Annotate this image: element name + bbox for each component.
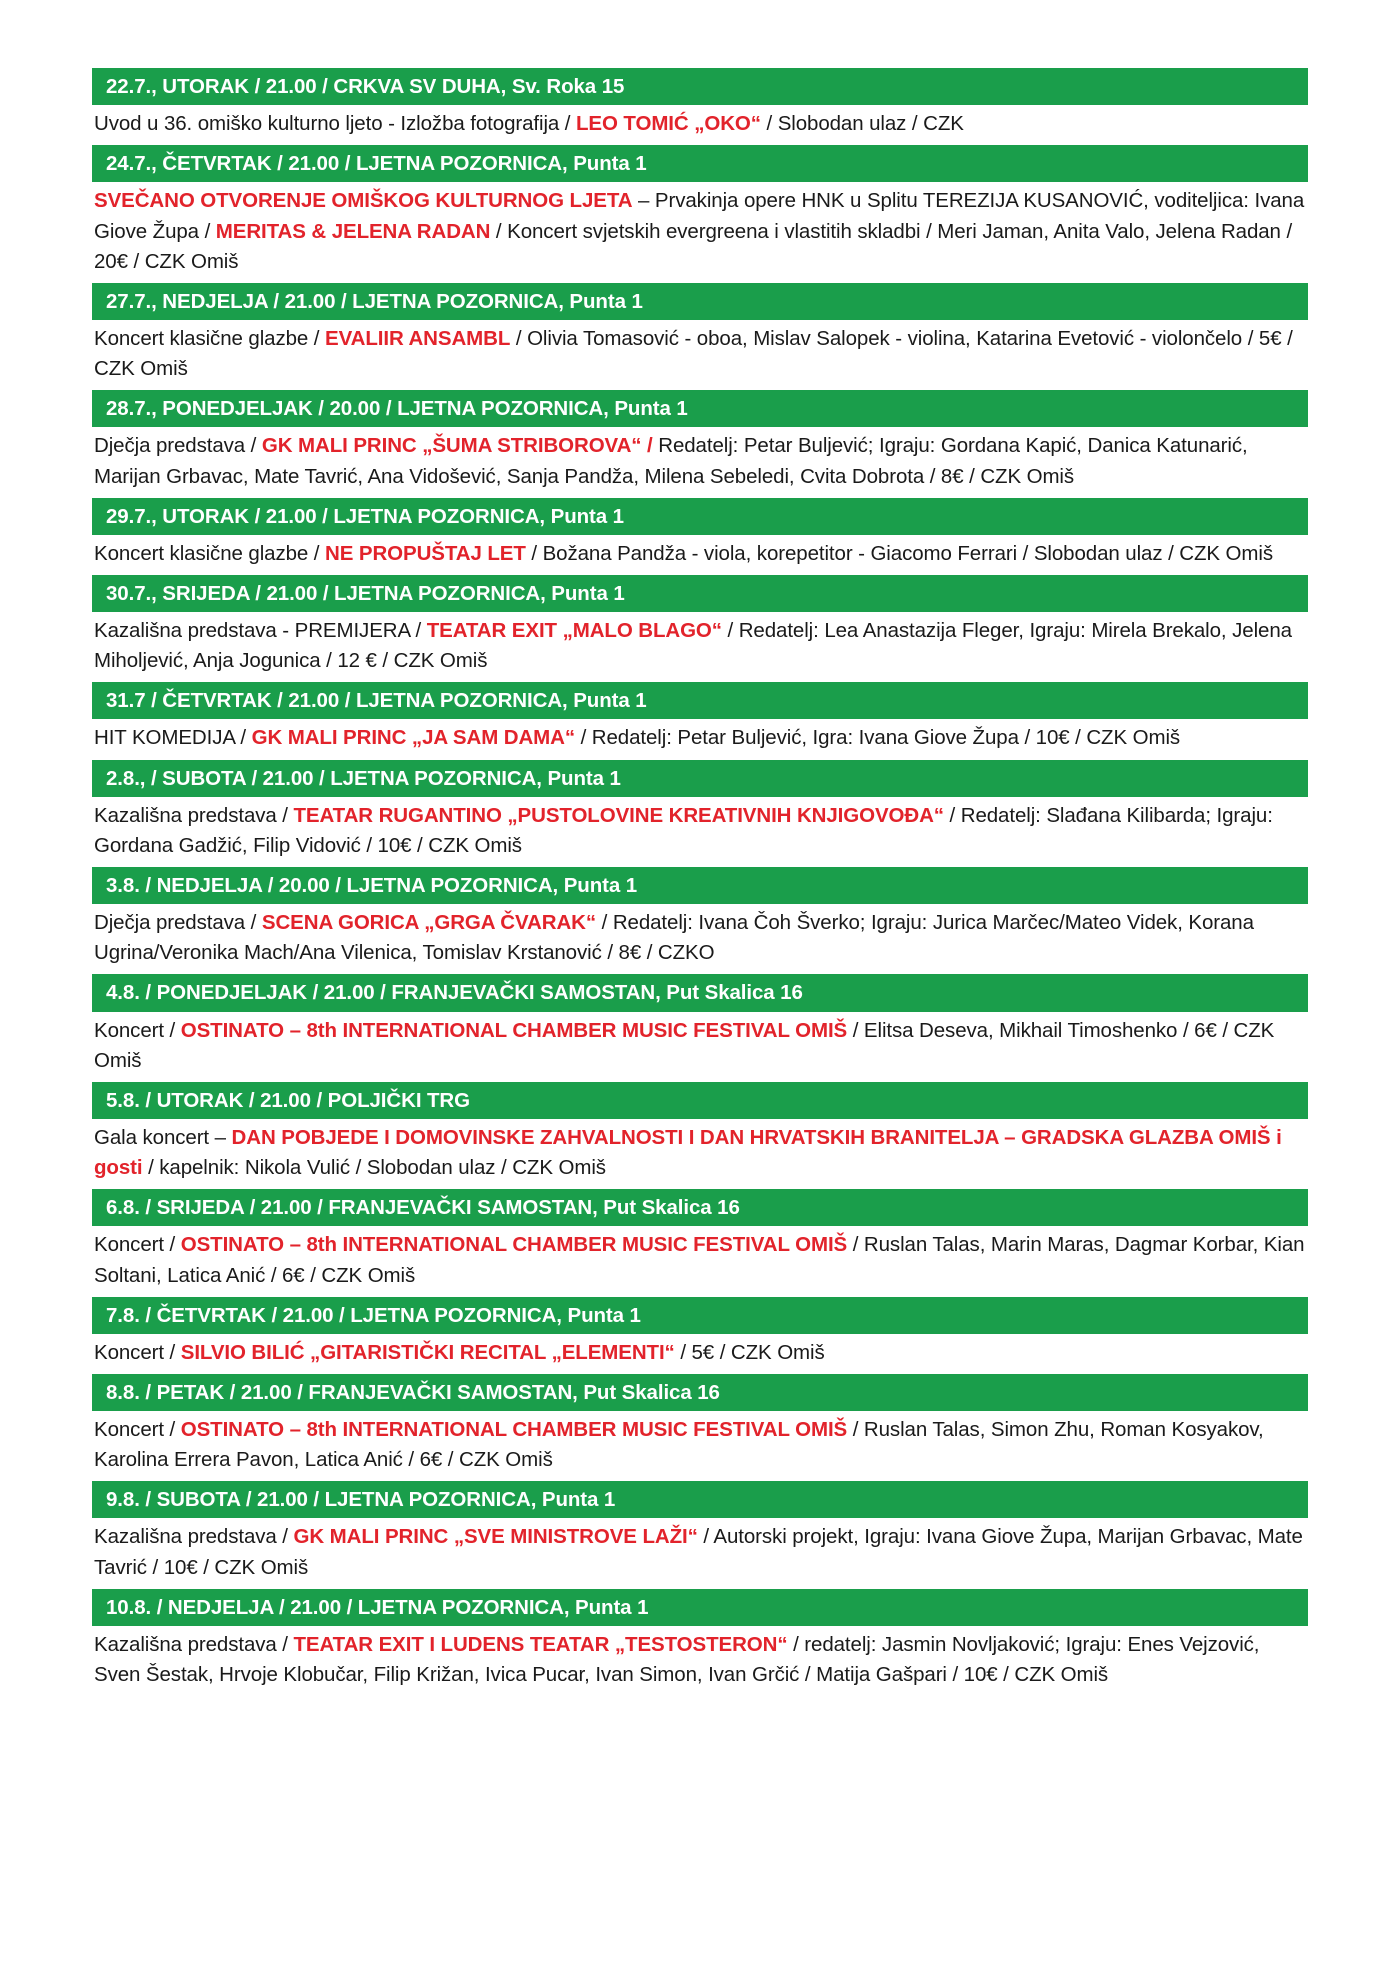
entry-plain-text: Kazališna predstava / (94, 803, 294, 827)
entry-description (92, 1012, 1308, 1080)
entry-plain-text: Koncert / (94, 1233, 181, 1257)
entry-plain-text: / Redatelj: Petar Buljević, Igra: Ivana Giove Župa / 10€ / CZK Omiš (575, 726, 1181, 750)
entry-header: 3.8. / NEDJELJA / 20.00 / LJETNA POZORNICA, Punta 1 (92, 867, 1308, 904)
entry-highlight-text: OSTINATO – 8th INTERNATIONAL CHAMBER MUSIC FESTIVAL OMIŠ (180, 1018, 848, 1042)
entry-plain-text: Kazališna predstava - PREMIJERA / (94, 619, 427, 643)
entry-plain-text: Koncert klasične glazbe / (94, 326, 325, 350)
entry-highlight-text: MERITAS & JELENA RADAN (215, 219, 491, 243)
entry-highlight-text: TEATAR EXIT „MALO BLAGO“ (426, 619, 722, 643)
entry-plain-text: / 5€ / CZK Omiš (674, 1340, 825, 1364)
entry-highlight-text: NE PROPUŠTAJ LET (325, 541, 526, 565)
program-entry (92, 283, 1308, 388)
program-entry (92, 760, 1308, 865)
entry-plain-text: / redatelj: Jasmin Novljaković; Igraju: Enes Vejzović, Sven Šestak, Hrvoje Klobučar, Filip Križan, Ivica Pucar, Ivan Simon, Ivan Grčić / Matija Gašpari / 10€ / CZK Omiš (94, 1632, 1260, 1686)
entry-description (92, 1518, 1308, 1586)
entry-plain-text: / kapelnik: Nikola Vulić / Slobodan ulaz / CZK Omiš (142, 1156, 606, 1180)
program-entry (92, 145, 1308, 281)
program-entry (92, 390, 1308, 495)
entry-description (92, 320, 1308, 388)
entry-header: 22.7., UTORAK / 21.00 / CRKVA SV DUHA, Sv. Roka 15 (92, 68, 1308, 105)
program-entry (92, 68, 1308, 143)
entry-description (92, 1411, 1308, 1479)
entry-highlight-text: DAN POBJEDE I DOMOVINSKE ZAHVALNOSTI I DAN HRVATSKIH BRANITELJA – GRADSKA GLAZBA OMIŠ i gosti (94, 1125, 1282, 1180)
entry-plain-text: Koncert / (94, 1340, 181, 1364)
program-entry (92, 1481, 1308, 1586)
entry-plain-text: Uvod u 36. omiško kulturno ljeto - Izložba fotografija / (94, 112, 576, 136)
entry-description (92, 427, 1308, 495)
entry-plain-text: Koncert / (94, 1418, 181, 1442)
program-entry (92, 974, 1308, 1079)
entry-plain-text: / Ruslan Talas, Simon Zhu, Roman Kosyakov, Karolina Errera Pavon, Latica Anić / 6€ / CZK Omiš (94, 1418, 1264, 1472)
program-entry (92, 1297, 1308, 1372)
entry-header: 27.7., NEDJELJA / 21.00 / LJETNA POZORNICA, Punta 1 (92, 283, 1308, 320)
entry-plain-text: Kazališna predstava / (94, 1525, 294, 1549)
entry-highlight-text: TEATAR RUGANTINO „PUSTOLOVINE KREATIVNIH KNJIGOVOĐA“ (293, 803, 944, 827)
program-entry (92, 1374, 1308, 1479)
entry-header: 6.8. / SRIJEDA / 21.00 / FRANJEVAČKI SAMOSTAN, Put Skalica 16 (92, 1189, 1308, 1226)
entry-highlight-text: SCENA GORICA „GRGA ČVARAK“ (261, 911, 597, 935)
entry-header: 9.8. / SUBOTA / 21.00 / LJETNA POZORNICA, Punta 1 (92, 1481, 1308, 1518)
entry-plain-text: Dječja predstava / (94, 911, 262, 935)
entry-description (92, 797, 1308, 865)
entry-plain-text: / Ruslan Talas, Marin Maras, Dagmar Korbar, Kian Soltani, Latica Anić / 6€ / CZK Omiš (94, 1233, 1305, 1287)
entry-plain-text: Redatelj: Petar Buljević; Igraju: Gordana Kapić, Danica Katunarić, Marijan Grbavac, Mate Tavrić, Ana Vidošević, Sanja Pandža, Milena Sebeledi, Cvita Dobrota / 8€ / CZK Omiš (94, 434, 1248, 488)
entry-highlight-text: SVEČANO OTVORENJE OMIŠKOG KULTURNOG LJETA (94, 189, 633, 213)
entry-plain-text: – Prvakinja opere HNK u Splitu TEREZIJA KUSANOVIĆ, voditeljica: Ivana Giove Župa / (94, 189, 1305, 243)
entry-plain-text: / Božana Pandža - viola, korepetitor - Giacomo Ferrari / Slobodan ulaz / CZK Omiš (525, 541, 1273, 565)
entry-description (92, 904, 1308, 972)
program-entry (92, 867, 1308, 972)
entry-highlight-text: OSTINATO – 8th INTERNATIONAL CHAMBER MUSIC FESTIVAL OMIŠ (180, 1418, 848, 1442)
entry-highlight-text: GK MALI PRINC „ŠUMA STRIBOROVA“ / (261, 434, 653, 458)
entry-description (92, 105, 1308, 143)
entry-plain-text: / Olivia Tomasović - oboa, Mislav Salopek - violina, Katarina Evetović - violončelo / 5€ / CZK Omiš (94, 326, 1293, 381)
program-entry (92, 1082, 1308, 1187)
entry-highlight-text: SILVIO BILIĆ „GITARISTIČKI RECITAL „ELEMENTI“ (180, 1340, 675, 1364)
entry-description (92, 1334, 1308, 1372)
entry-header: 7.8. / ČETVRTAK / 21.00 / LJETNA POZORNICA, Punta 1 (92, 1297, 1308, 1334)
entry-plain-text: / Redatelj: Slađana Kilibarda; Igraju: Gordana Gadžić, Filip Vidović / 10€ / CZK Omiš (94, 803, 1273, 857)
entry-header: 4.8. / PONEDJELJAK / 21.00 / FRANJEVAČKI SAMOSTAN, Put Skalica 16 (92, 974, 1308, 1011)
entry-header: 31.7 / ČETVRTAK / 21.00 / LJETNA POZORNICA, Punta 1 (92, 682, 1308, 719)
entry-plain-text: / Redatelj: Lea Anastazija Fleger, Igraju: Mirela Brekalo, Jelena Miholjević, Anja Jogunica / 12 € / CZK Omiš (94, 619, 1292, 673)
entry-description (92, 1119, 1308, 1187)
entry-highlight-text: TEATAR EXIT I LUDENS TEATAR „TESTOSTERON“ (293, 1632, 788, 1656)
entry-plain-text: HIT KOMEDIJA / (94, 726, 252, 750)
program-entry (92, 575, 1308, 680)
entry-header: 8.8. / PETAK / 21.00 / FRANJEVAČKI SAMOSTAN, Put Skalica 16 (92, 1374, 1308, 1411)
entry-header: 29.7., UTORAK / 21.00 / LJETNA POZORNICA, Punta 1 (92, 498, 1308, 535)
entry-header: 30.7., SRIJEDA / 21.00 / LJETNA POZORNICA, Punta 1 (92, 575, 1308, 612)
entry-plain-text: Koncert klasične glazbe / (94, 541, 325, 565)
program-entry (92, 682, 1308, 757)
entry-description (92, 182, 1308, 280)
entry-header: 10.8. / NEDJELJA / 21.00 / LJETNA POZORNICA, Punta 1 (92, 1589, 1308, 1626)
entry-description (92, 535, 1308, 573)
entry-description (92, 719, 1308, 757)
entry-highlight-text: GK MALI PRINC „SVE MINISTROVE LAŽI“ (293, 1525, 698, 1549)
program-list (92, 68, 1308, 1694)
entry-header: 24.7., ČETVRTAK / 21.00 / LJETNA POZORNICA, Punta 1 (92, 145, 1308, 182)
entry-plain-text: Kazališna predstava / (94, 1632, 294, 1656)
entry-highlight-text: LEO TOMIĆ „OKO“ (576, 112, 761, 136)
entry-highlight-text: OSTINATO – 8th INTERNATIONAL CHAMBER MUSIC FESTIVAL OMIŠ (180, 1233, 848, 1257)
entry-plain-text: Dječja predstava / (94, 434, 262, 458)
entry-plain-text: Gala koncert – (94, 1125, 232, 1149)
entry-description (92, 1626, 1308, 1694)
entry-plain-text: / Autorski projekt, Igraju: Ivana Giove Župa, Marijan Grbavac, Mate Tavrić / 10€ / CZK Omiš (94, 1525, 1303, 1579)
program-entry (92, 1589, 1308, 1694)
program-entry (92, 1189, 1308, 1294)
entry-highlight-text: GK MALI PRINC „JA SAM DAMA“ (251, 726, 576, 750)
entry-plain-text: / Slobodan ulaz / CZK (760, 112, 964, 136)
entry-highlight-text: EVALIIR ANSAMBL (325, 326, 511, 350)
entry-plain-text: / Redatelj: Ivana Čoh Šverko; Igraju: Jurica Marčec/Mateo Videk, Korana Ugrina/Veronika Mach/Ana Vilenica, Tomislav Krstanović / 8€ / CZKO (94, 911, 1254, 965)
entry-description (92, 1226, 1308, 1294)
entry-header: 28.7., PONEDJELJAK / 20.00 / LJETNA POZORNICA, Punta 1 (92, 390, 1308, 427)
entry-header: 2.8., / SUBOTA / 21.00 / LJETNA POZORNICA, Punta 1 (92, 760, 1308, 797)
entry-description (92, 612, 1308, 680)
entry-plain-text: Koncert / (94, 1018, 181, 1042)
entry-plain-text: / Elitsa Deseva, Mikhail Timoshenko / 6€ / CZK Omiš (94, 1018, 1275, 1072)
entry-header: 5.8. / UTORAK / 21.00 / POLJIČKI TRG (92, 1082, 1308, 1119)
program-entry (92, 498, 1308, 573)
entry-plain-text: / Koncert svjetskih evergreena i vlastitih skladbi / Meri Jaman, Anita Valo, Jelena Radan / 20€ / CZK Omiš (94, 219, 1293, 273)
